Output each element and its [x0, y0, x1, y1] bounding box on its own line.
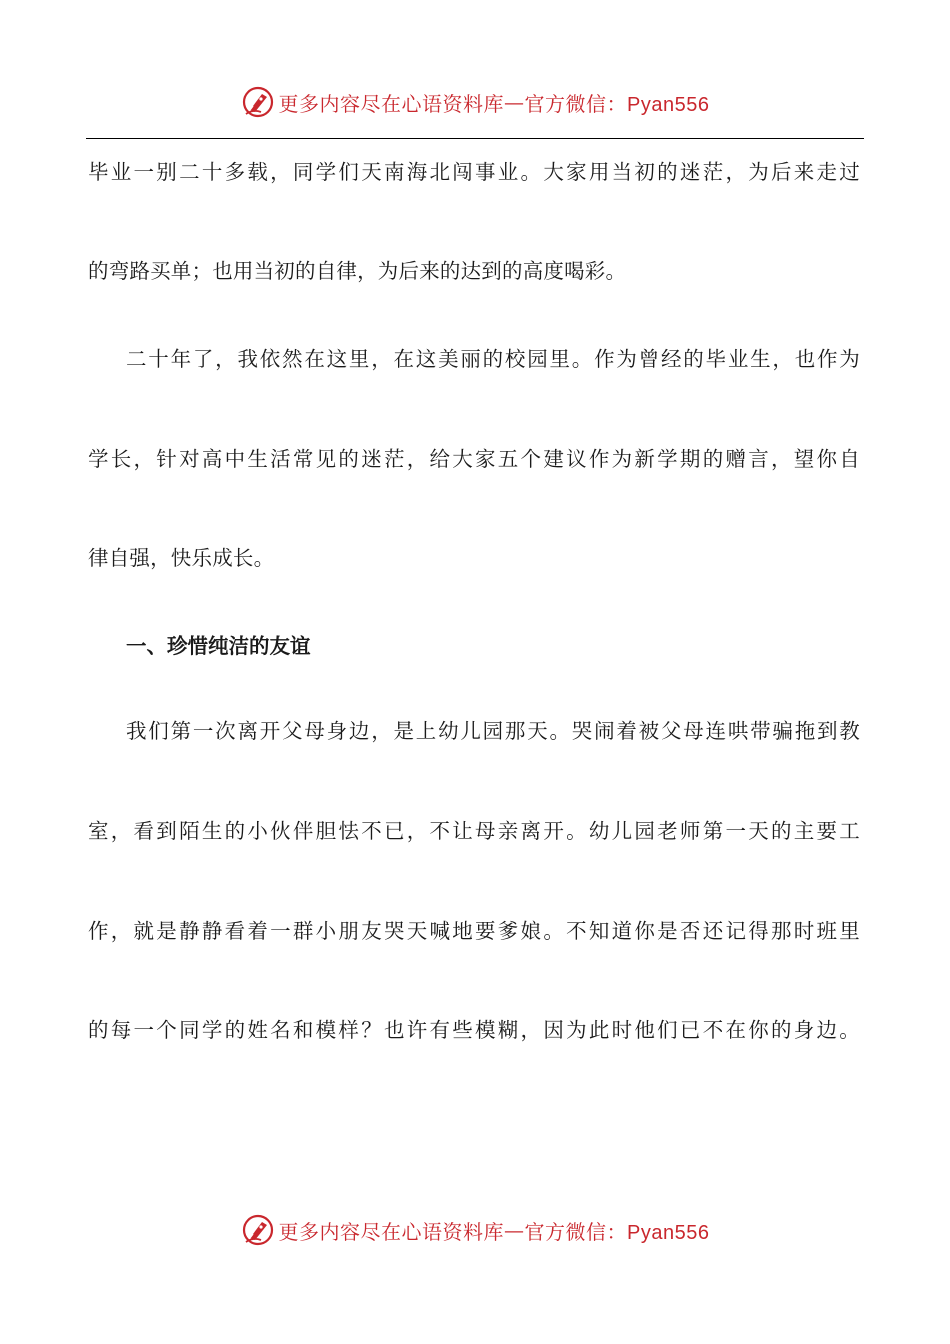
section-heading: 一、珍惜纯洁的友谊: [126, 634, 311, 658]
paragraph-1-line-2: 的弯路买单；也用当初的自律，为后来的达到的高度喝彩。: [88, 259, 627, 283]
paragraph-2-line-3: 律自强，快乐成长。: [88, 546, 275, 570]
header-contact-text: 官方微信：Pyan556: [524, 93, 710, 116]
pen-nib-icon: [241, 85, 275, 119]
header-divider: [86, 138, 864, 139]
paragraph-1-line-1: 毕业一别二十多载，同学们天南海北闯事业。大家用当初的迷茫，为后来走过: [88, 160, 860, 184]
paragraph-2-line-2: 学长，针对高中生活常见的迷茫，给大家五个建议作为新学期的赠言，望你自: [88, 447, 860, 471]
paragraph-3-line-3: 作，就是静静看着一群小朋友哭天喊地要爹娘。不知道你是否还记得那时班里: [88, 919, 860, 943]
header-banner: [0, 82, 950, 122]
footer-brand-text: 更多内容尽在心语资料库: [278, 1219, 505, 1244]
paragraph-3-line-1: 我们第一次离开父母身边，是上幼儿园那天。哭闹着被父母连哄带骗拖到教: [126, 719, 860, 743]
footer-contact-text: 官方微信：Pyan556: [524, 1221, 710, 1244]
header-dash: —: [504, 90, 525, 114]
footer-dash: —: [504, 1218, 525, 1242]
pen-nib-icon: [241, 1213, 275, 1247]
paragraph-2-line-1: 二十年了，我依然在这里，在这美丽的校园里。作为曾经的毕业生，也作为: [126, 347, 860, 371]
header-brand-text: 更多内容尽在心语资料库: [278, 91, 505, 116]
footer-banner: [0, 1210, 950, 1250]
paragraph-3-line-4: 的每一个同学的姓名和模样？也许有些模糊，因为此时他们已不在你的身边。: [88, 1018, 860, 1042]
paragraph-3-line-2: 室，看到陌生的小伙伴胆怯不已，不让母亲离开。幼儿园老师第一天的主要工: [88, 819, 860, 843]
